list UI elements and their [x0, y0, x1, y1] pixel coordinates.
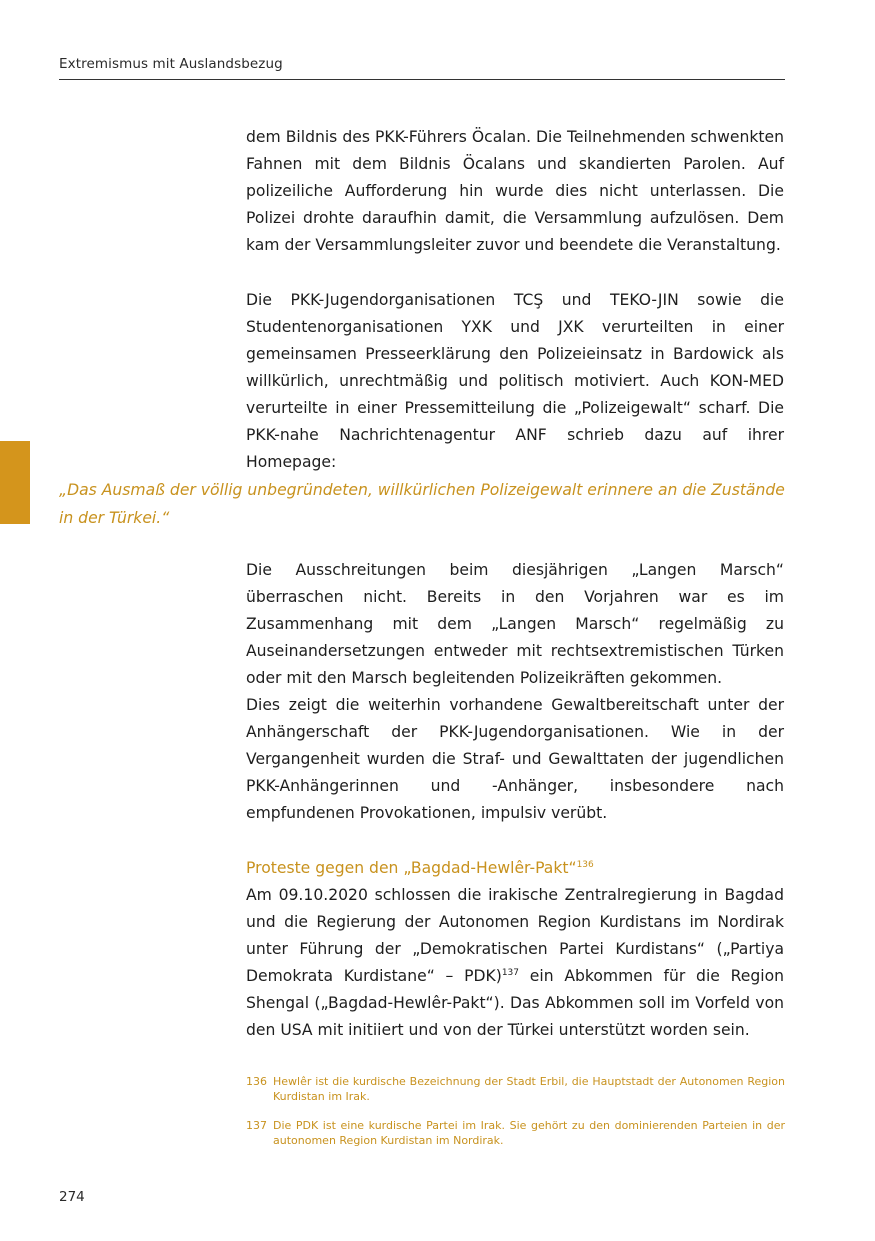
header-rule: [59, 79, 785, 80]
chapter-marker: [0, 441, 30, 524]
footnote-ref-136[interactable]: 136: [576, 860, 594, 870]
footnote-number: 137: [246, 1119, 267, 1132]
page-number: 274: [59, 1189, 85, 1205]
paragraph-1-text: dem Bildnis des PKK-Führers Öcalan. Die Teilnehmenden schwenkten Fahnen mit dem Bildnis Öcalans und skandierten Parolen. Auf polizeiliche Aufforderung hin wurde dies nicht unterlassen. Die Polizei drohte daraufhin damit, die Versammlung aufzulösen. Dem kam der Versammlungsleiter zuvor und beendete die Veranstaltung.: [246, 128, 784, 254]
footnote-text: Hewlêr ist die kurdische Bezeichnung der Stadt Erbil, die Hauptstadt der Autonomen Region Kurdistan im Irak.: [273, 1075, 785, 1103]
footnote-number: 136: [246, 1075, 267, 1088]
pull-quote: „Das Ausmaß der völlig unbegründeten, willkürlichen Polizeigewalt erinnere an die Zustände in der Türkei.“: [59, 481, 785, 527]
paragraph-5-text-a: Am 09.10.2020 schlossen die irakische Zentralregierung in Bagdad und die Regierung der Autonomen Region Kurdistans im Nordirak unter Führung der „Demokratischen Partei Kurdistans“ („Partiya Demokrata Kurdistane“ – PDK): [246, 886, 784, 985]
footnote-137: [246, 1119, 785, 1148]
paragraph-5-text-b: ein Abkommen für die Region Shengal („Bagdad-Hewlêr-Pakt“). Das Abkommen soll im Vorfeld von den USA mit initiiert und von der Türkei unterstützt worden sein.: [246, 967, 785, 1039]
running-header: Extremismus mit Auslandsbezug: [59, 56, 283, 72]
paragraph-4-text: Dies zeigt die weiterhin vorhandene Gewaltbereitschaft unter der Anhängerschaft der PKK-Jugendorganisationen. Wie in der Vergangenheit wurden die Straf- und Gewalttaten der jugendlichen PKK-Anhängerinnen und -Anhänger, insbesondere nach empfundenen Provokationen, impulsiv verübt.: [246, 696, 784, 822]
subheading-text: Proteste gegen den „Bagdad-Hewlêr-Pakt“: [246, 859, 577, 877]
footnote-text: Die PDK ist eine kurdische Partei im Irak. Sie gehört zu den dominierenden Parteien in der autonomen Region Kurdistan im Nordirak.: [273, 1119, 785, 1147]
paragraph-2-text: Die PKK-Jugendorganisationen TCŞ und TEKO-JIN sowie die Studentenorganisationen YXK und JXK verurteilten in einer gemeinsamen Presseerklärung den Polizeieinsatz in Bardowick als willkürlich, unrechtmäßig und politisch motiviert. Auch KON-MED verurteilte in einer Pressemitteilung die „Polizeigewalt“ scharf. Die PKK-nahe Nachrichtenagentur ANF schrieb dazu auf ihrer Homepage:: [246, 291, 784, 471]
footnote-136: [246, 1075, 785, 1104]
section-subheading: [246, 855, 784, 882]
paragraph-2: [246, 287, 784, 476]
paragraph-5: [246, 882, 784, 1044]
footnote-ref-137[interactable]: 137: [501, 968, 520, 978]
paragraph-3-4: [246, 557, 784, 827]
paragraph-3-text: Die Ausschreitungen beim diesjährigen „Langen Marsch“ überraschen nicht. Bereits in den Vorjahren war es im Zusammenhang mit dem „Langen Marsch“ regelmäßig zu Auseinandersetzungen entweder mit rechtsextremistischen Türken oder mit den Marsch begleitenden Polizeikräften gekommen.: [246, 561, 784, 687]
paragraph-1: [246, 124, 784, 259]
